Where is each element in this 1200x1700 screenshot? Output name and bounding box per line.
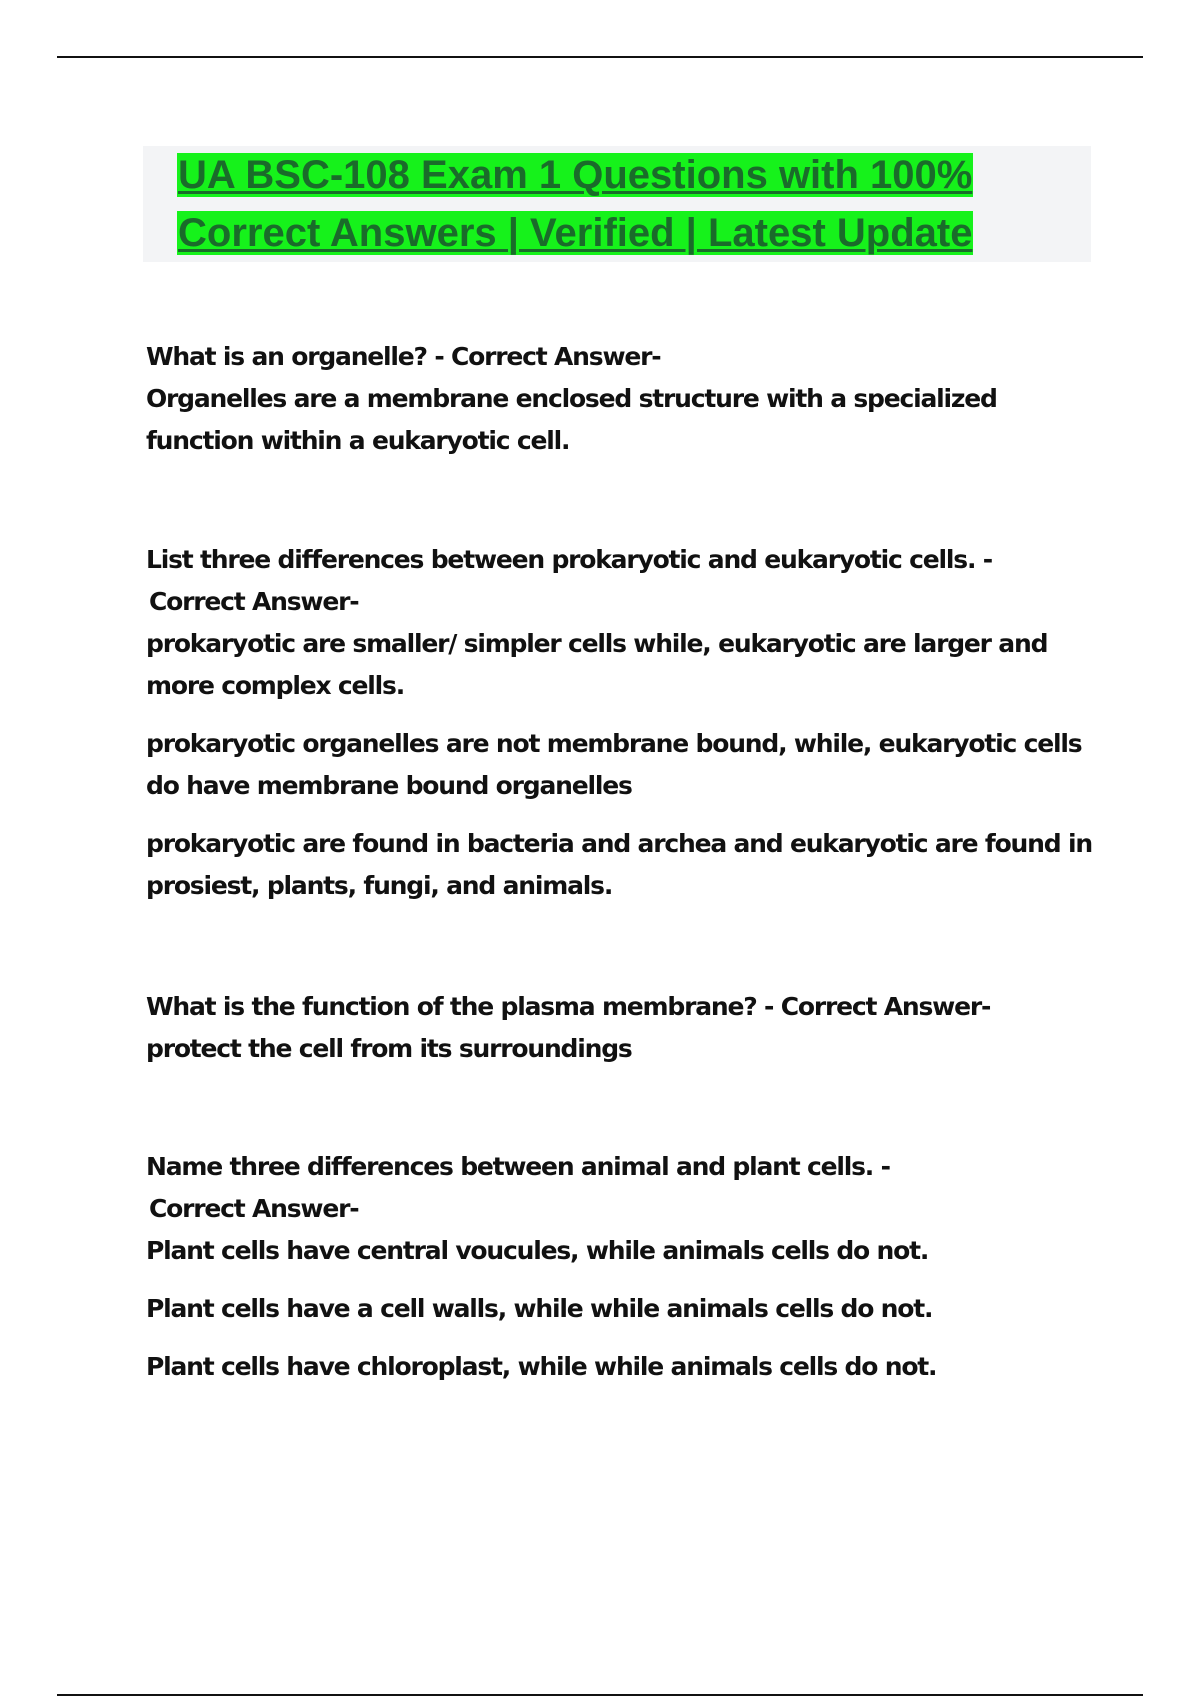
qa-item-prokaryotic-vs-eukaryotic: [146, 539, 1096, 907]
qa-item-plasma-membrane: [146, 986, 1096, 1070]
title-line-1: UA BSC-108 Exam 1 Questions with 100%: [178, 153, 973, 197]
answer-text: protect the cell from its surroundings: [146, 1034, 632, 1063]
answer-text: prokaryotic are smaller/ simpler cells while, eukaryotic are larger and more complex cells.: [146, 629, 1048, 700]
top-divider: [57, 56, 1143, 58]
document-title: [177, 146, 1077, 262]
correct-answer-label: Correct Answer-: [149, 587, 359, 616]
answer-text: Plant cells have a cell walls, while while animals cells do not.: [146, 1294, 933, 1323]
bottom-divider: [57, 1694, 1143, 1696]
question-text: List three differences between prokaryotic and eukaryotic cells. -: [146, 545, 992, 574]
qa-item-organelle: [146, 336, 1096, 462]
answer-text: Organelles are a membrane enclosed structure with a specialized function within a eukaryotic cell.: [146, 384, 997, 455]
question-text: What is the function of the plasma membrane? - Correct Answer-: [146, 992, 991, 1021]
question-text: Name three differences between animal and plant cells. -: [146, 1152, 890, 1181]
correct-answer-label: Correct Answer-: [149, 1194, 359, 1223]
answer-text: Plant cells have chloroplast, while while animals cells do not.: [146, 1352, 937, 1381]
answer-text: prokaryotic are found in bacteria and archea and eukaryotic are found in prosiest, plants, fungi, and animals.: [146, 829, 1092, 900]
title-line-2: Correct Answers | Verified | Latest Update: [178, 211, 973, 255]
answer-text: prokaryotic organelles are not membrane bound, while, eukaryotic cells do have membrane bound organelles: [146, 729, 1082, 800]
question-text: What is an organelle? - Correct Answer-: [146, 342, 661, 371]
qa-item-animal-vs-plant: [146, 1146, 1096, 1388]
answer-text: Plant cells have central voucules, while animals cells do not.: [146, 1236, 929, 1265]
